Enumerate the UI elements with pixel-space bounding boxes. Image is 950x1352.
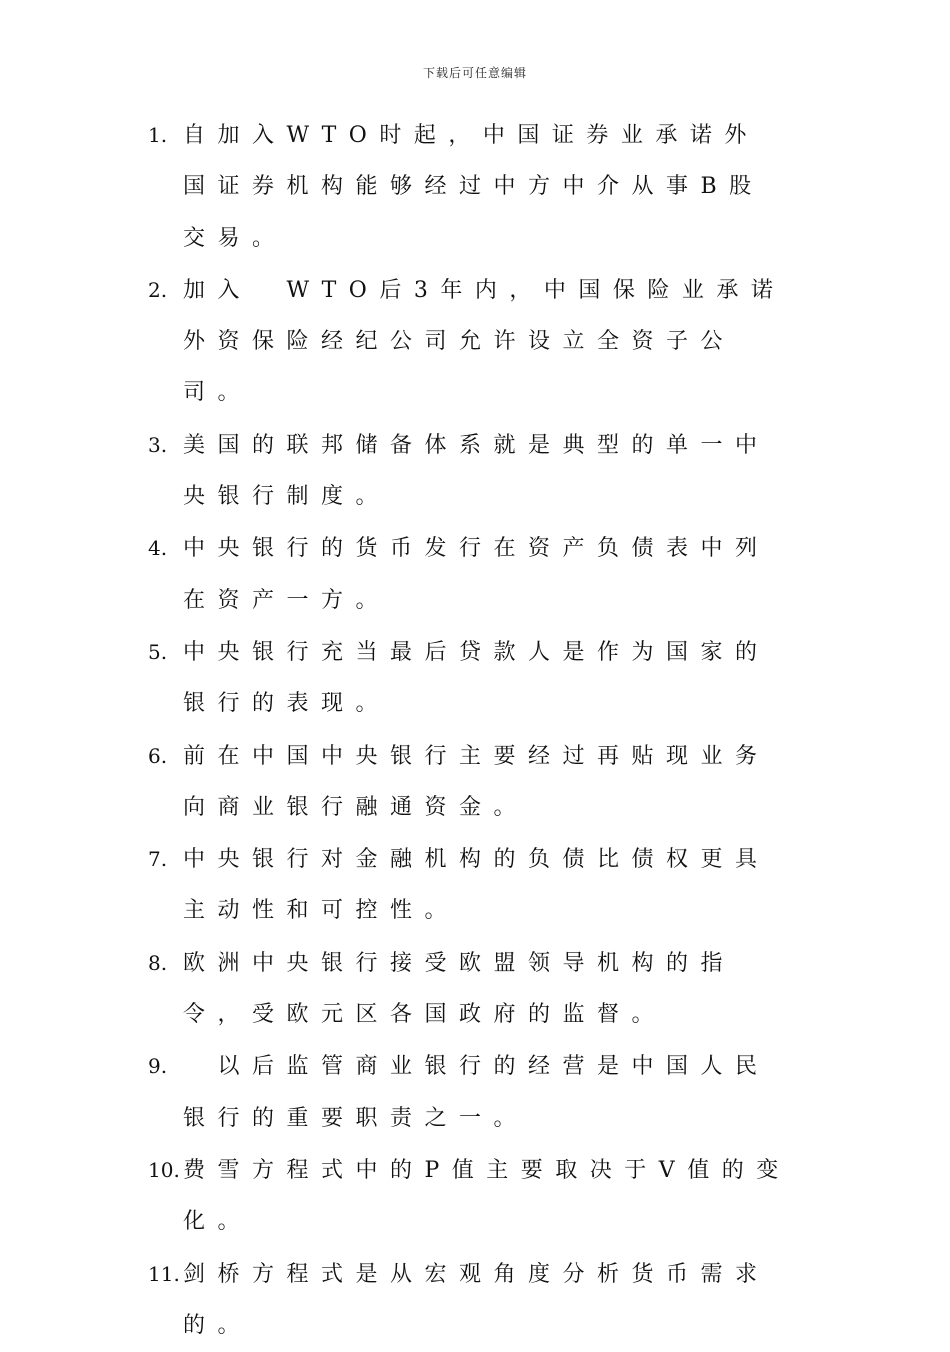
item-number: 7. bbox=[148, 847, 168, 872]
list-item bbox=[148, 265, 793, 419]
item-number: 1. bbox=[148, 123, 168, 147]
list-item bbox=[148, 420, 793, 523]
item-number: 11. bbox=[148, 1261, 180, 1286]
item-number: 5. bbox=[148, 639, 168, 664]
page-header: 下载后可任意编辑 bbox=[422, 66, 527, 80]
item-text: 剑桥方程式是从宏观角度分析货币需求的。 bbox=[183, 1261, 770, 1338]
item-text: 中央银行对金融机构的负债比债权更具主动性和可控性。 bbox=[183, 847, 770, 924]
list-item bbox=[148, 731, 793, 834]
list-item bbox=[148, 834, 793, 937]
item-text: 加入 WTO后3年内，中国保险业承诺外资保险经纪公司允许设立全资子公司。 bbox=[183, 277, 786, 406]
item-number: 9. bbox=[148, 1054, 168, 1079]
item-number: 8. bbox=[148, 950, 168, 975]
item-number: 3. bbox=[148, 432, 168, 457]
item-text: 前在中国中央银行主要经过再贴现业务向商业银行融通资金。 bbox=[183, 743, 770, 820]
list-item bbox=[148, 1145, 793, 1248]
item-text: 费雪方程式中的P值主要取决于V值的变化。 bbox=[183, 1157, 791, 1235]
item-number: 2. bbox=[148, 277, 168, 302]
item-text: 以后监管商业银行的经营是中国人民银行的重要职责之一。 bbox=[183, 1054, 770, 1131]
item-text: 中央银行的货币发行在资产负债表中列在资产一方。 bbox=[183, 536, 770, 613]
list-item bbox=[148, 1041, 793, 1144]
item-text: 欧洲中央银行接受欧盟领导机构的指令，受欧元区各国政府的监督。 bbox=[183, 950, 736, 1028]
list-item bbox=[148, 110, 793, 264]
item-text: 美国的联邦储备体系就是典型的单一中央银行制度。 bbox=[183, 432, 770, 510]
item-text: 中央银行充当最后贷款人是作为国家的银行的表现。 bbox=[183, 639, 770, 717]
item-number: 10. bbox=[148, 1157, 180, 1182]
item-number: 6. bbox=[148, 743, 168, 768]
list-item bbox=[148, 627, 793, 730]
list-item bbox=[148, 523, 793, 626]
item-number: 4. bbox=[148, 536, 168, 561]
statement-list bbox=[148, 110, 828, 1352]
list-item bbox=[148, 1249, 793, 1352]
list-item bbox=[148, 938, 793, 1041]
item-text: 自加入WTO时起，中国证券业承诺外国证券机构能够经过中方中介从事B股交易。 bbox=[183, 123, 764, 251]
